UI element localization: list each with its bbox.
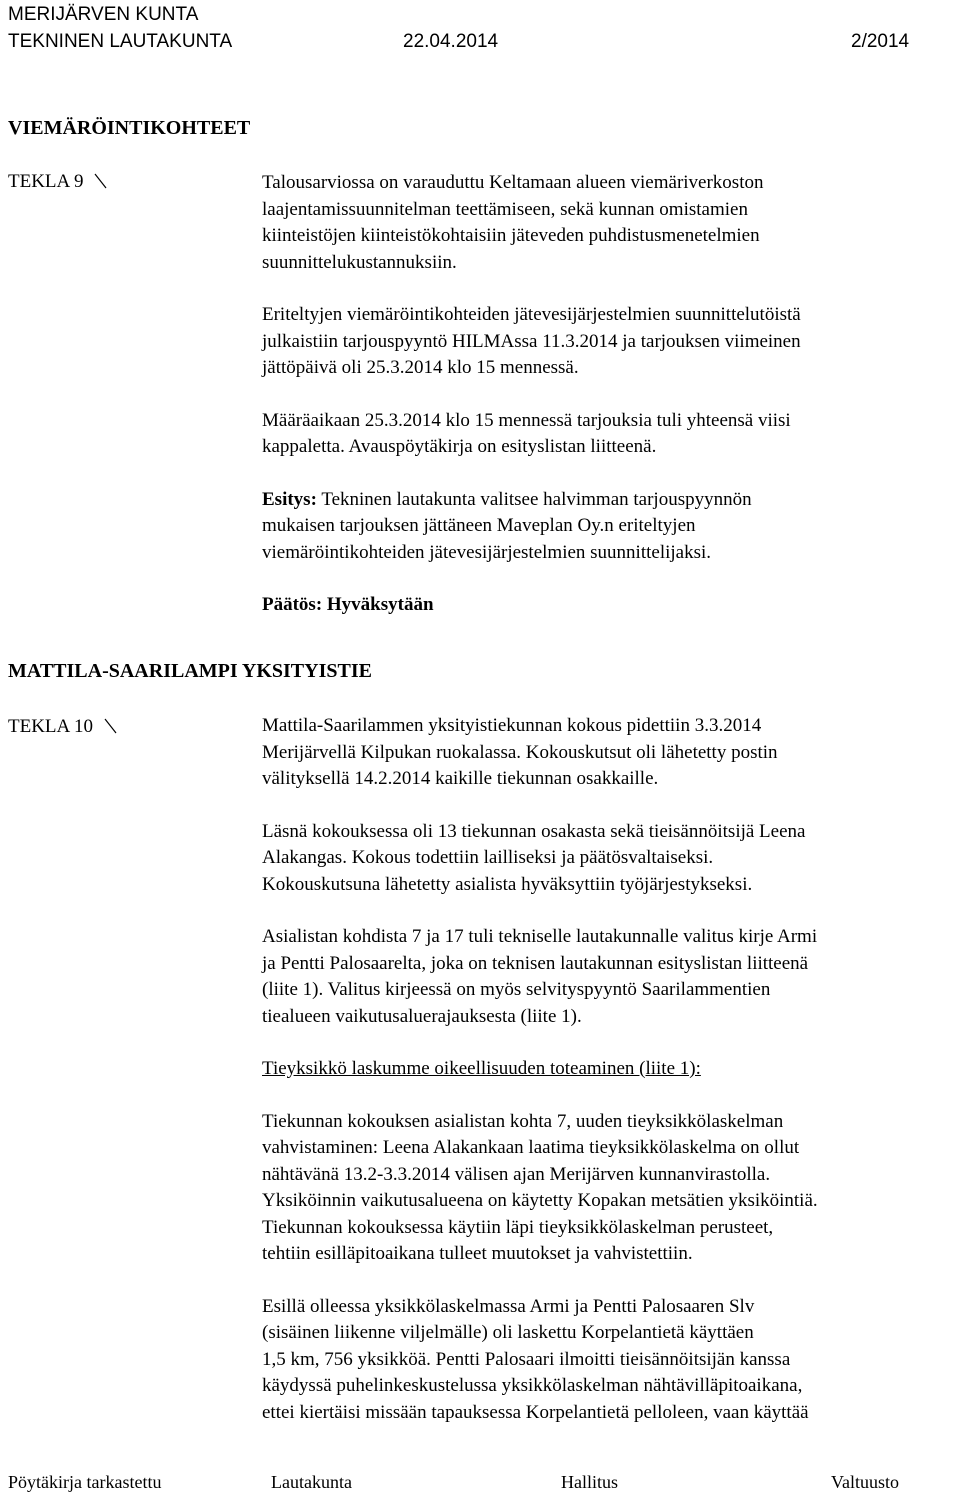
section2-paragraph-2 xyxy=(262,819,952,899)
text-line: välityksellä 14.2.2014 kaikille tiekunnan osakkaille. xyxy=(262,768,659,789)
section1-body xyxy=(262,170,952,619)
section1-paragraph-3 xyxy=(262,408,952,461)
text-line: Mattila-Saarilammen yksityistiekunnan kokous pidettiin 3.3.2014 xyxy=(262,715,762,736)
section2-paragraph-4 xyxy=(262,1109,952,1268)
section2-paragraph-5 xyxy=(262,1294,952,1427)
text-line: käydyssä puhelinkeskustelussa yksikkölaskelman nähtävilläpitoaikana, xyxy=(262,1375,803,1396)
section1-paragraph-2 xyxy=(262,302,952,382)
text-line: Merijärvellä Kilpukan ruokalassa. Kokouskutsut oli lähetetty postin xyxy=(262,741,778,763)
text-line: ettei kiertäisi missään tapauksessa Korpelantietä pelloleen, vaan käyttää xyxy=(262,1401,809,1423)
footer-hallitus: Hallitus xyxy=(561,1472,618,1492)
section2-paragraph-3 xyxy=(262,924,952,1030)
text-line: Tekninen lautakunta valitsee halvimman tarjouspyynnön xyxy=(316,488,752,510)
subheading-tieyksikko: Tieyksikkö laskumme oikeellisuuden toteaminen (liite 1): xyxy=(262,1058,701,1079)
text-line: tehtiin esilläpitoaikana tulleet muutokset ja vahvistettiin. xyxy=(262,1243,693,1264)
text-line: kiinteistöjen kiinteistökohtaisiin jäteveden puhdistusmenetelmien xyxy=(262,225,760,246)
header-org-line xyxy=(8,3,953,27)
esitys-label: Esitys: xyxy=(262,488,317,510)
esitys-first-line xyxy=(262,487,952,514)
text-line: (liite 1). Valitus kirjeessä on myös selvityspyyntö Saarilammentien xyxy=(262,979,771,1000)
text-line: Esillä olleessa yksikkölaskelmassa Armi ja Pentti Palosaaren Slv xyxy=(262,1295,755,1317)
text-line: suunnittelukustannuksiin. xyxy=(262,251,457,273)
text-line: Asialistan kohdista 7 ja 17 tuli tekniselle lautakunnalle valitus kirje Armi xyxy=(262,926,818,947)
header-page: 2/2014 xyxy=(851,31,910,52)
text-line: jättöpäivä oli 25.3.2014 klo 15 mennessä. xyxy=(262,357,579,378)
section2-paragraph-1 xyxy=(262,713,952,793)
tekla-10-text: TEKLA 10 xyxy=(8,716,93,737)
section-title-viemarointikohteet: VIEMÄRÖINTIKOHTEET xyxy=(8,117,251,139)
text-line: Määräaikaan 25.3.2014 klo 15 mennessä tarjouksia tuli yhteensä viisi xyxy=(262,409,791,431)
text-line: 1,5 km, 756 yksikköä. Pentti Palosaari ilmoitti tieisännöitsijän kanssa xyxy=(262,1348,791,1370)
section2-body xyxy=(262,713,952,1426)
footer xyxy=(8,1470,953,1494)
header-board: TEKNINEN LAUTAKUNTA xyxy=(8,31,233,52)
text-line: Alakangas. Kokous todettiin lailliseksi ja päätösvaltaiseksi. xyxy=(262,847,714,868)
text-line: Tiekunnan kokouksen asialistan kohta 7, uuden tieyksikkölaskelman xyxy=(262,1110,784,1132)
section-title-mattila-saarilampi: MATTILA-SAARILAMPI YKSITYISTIE xyxy=(8,660,372,682)
decision-text: Päätös: Hyväksytään xyxy=(262,594,434,615)
text-line: Eriteltyjen viemäröintikohteiden jätevesijärjestelmien suunnittelutöistä xyxy=(262,304,801,325)
header-date: 22.04.2014 xyxy=(403,31,499,52)
text-line: julkaistiin tarjouspyyntö HILMAssa 11.3.2014 ja tarjouksen viimeinen xyxy=(262,330,801,352)
text-line: (sisäinen liikenne viljelmälle) oli laskettu Korpelantietä käyttäen xyxy=(262,1322,754,1343)
text-line: ja Pentti Palosaarelta, joka on teknisen lautakunnan esityslistan liitteenä xyxy=(262,952,809,974)
footer-poytakirja: Pöytäkirja tarkastettu xyxy=(8,1472,162,1492)
text-line: tiealueen vaikutusaluerajauksesta (liite 1). xyxy=(262,1005,582,1027)
footer-valtuusto: Valtuusto xyxy=(831,1472,900,1492)
header-org: MERIJÄRVEN KUNTA xyxy=(8,4,199,25)
text-line: kappaletta. Avauspöytäkirja on esityslistan liitteenä. xyxy=(262,436,657,457)
text-line: vahvistaminen: Leena Alakankaan laatima tieyksikkölaskelma on ollut xyxy=(262,1137,800,1158)
text-line: mukaisen tarjouksen jättäneen Maveplan Oy.n eriteltyjen xyxy=(262,515,696,536)
text-line: Tiekunnan kokouksessa käytiin läpi tieyksikkölaskelman perusteet, xyxy=(262,1216,774,1238)
footer-lautakunta: Lautakunta xyxy=(271,1472,352,1492)
text-line: Yksiköinnin vaikutusalueena on käytetty Kopakan metsätien yksiköintiä. xyxy=(262,1190,818,1211)
text-line: Läsnä kokouksessa oli 13 tiekunnan osakasta sekä tieisännöitsijä Leena xyxy=(262,820,806,842)
paragraph-section-icon xyxy=(102,717,120,735)
section1-esitys xyxy=(262,487,952,567)
header-board-line xyxy=(8,30,953,54)
text-line: viemäröintikohteiden jätevesijärjestelmien suunnittelijaksi. xyxy=(262,541,712,563)
text-line: nähtävänä 13.2-3.3.2014 välisen ajan Merijärven kunnanvirastolla. xyxy=(262,1163,771,1185)
tekla-10-label xyxy=(8,715,120,739)
text-line: Kokouskutsuna lähetetty asialista hyväksyttiin työjärjestykseksi. xyxy=(262,873,753,895)
tekla-9-text: TEKLA 9 xyxy=(8,171,84,192)
tekla-9-label xyxy=(8,170,110,194)
section1-paragraph-1 xyxy=(262,170,952,276)
text-line: laajentamissuunnitelman teettämiseen, sekä kunnan omistamien xyxy=(262,198,748,220)
paragraph-section-icon xyxy=(92,172,110,190)
text-line: Talousarviossa on varauduttu Keltamaan alueen viemäriverkoston xyxy=(262,172,764,193)
